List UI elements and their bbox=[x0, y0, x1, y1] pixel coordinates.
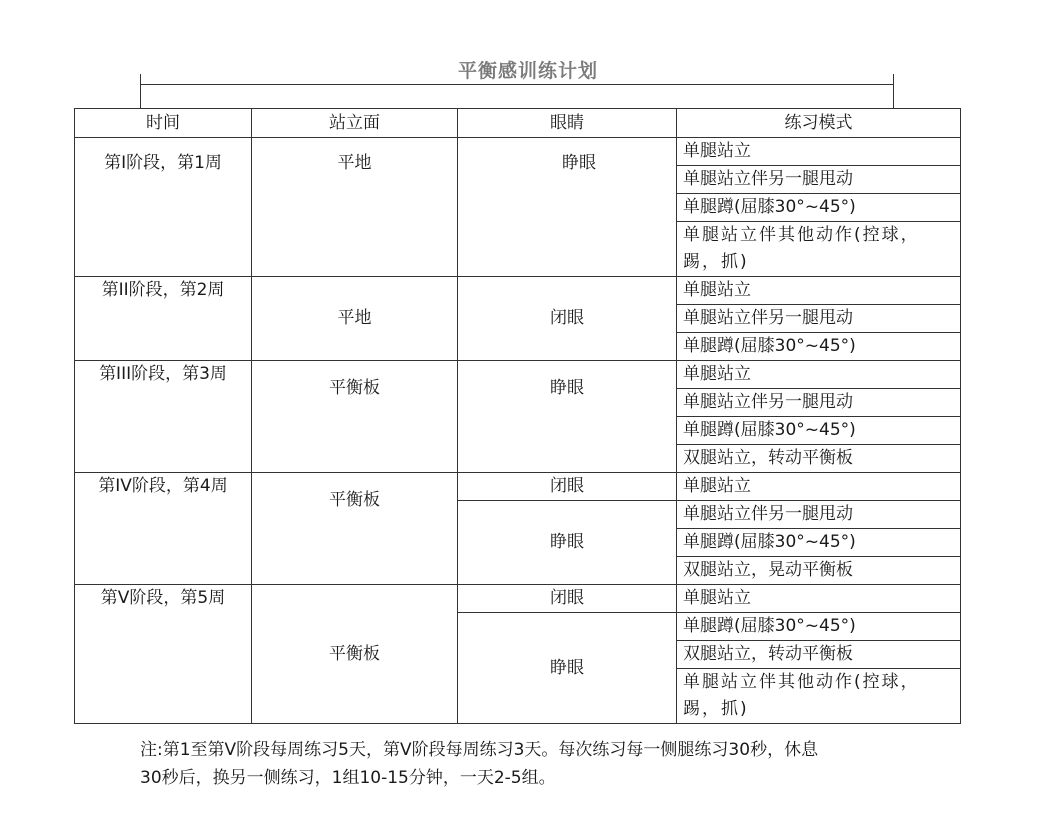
stage-5-mode: 单腿站立伴其他动作(控球，踢，抓) bbox=[677, 669, 961, 724]
stage-4-mode: 单腿蹲(屈膝30°~45°) bbox=[677, 529, 961, 557]
title-bracket-line bbox=[140, 84, 894, 85]
stage-1-surface: 平地 bbox=[252, 138, 458, 277]
stage-1-mode: 单腿蹲(屈膝30°~45°) bbox=[677, 194, 961, 222]
stage-2-mode: 单腿蹲(屈膝30°~45°) bbox=[677, 333, 961, 361]
stage-2-surface: 平地 bbox=[252, 277, 458, 361]
table-row bbox=[75, 277, 961, 305]
stage-2-eyes: 闭眼 bbox=[458, 277, 677, 361]
stage-3-mode: 单腿站立 bbox=[677, 361, 961, 389]
stage-4-mode: 单腿站立 bbox=[677, 473, 961, 501]
stage-3-surface: 平衡板 bbox=[252, 361, 458, 473]
stage-1-mode: 单腿站立 bbox=[677, 138, 961, 166]
training-plan-table bbox=[74, 108, 961, 724]
footnote-line-2: 30秒后，换另一侧练习，1组10-15分钟，一天2-5组。 bbox=[140, 768, 556, 788]
stage-2-mode: 单腿站立伴另一腿甩动 bbox=[677, 305, 961, 333]
stage-3-mode: 双腿站立，转动平衡板 bbox=[677, 445, 961, 473]
header-surface: 站立面 bbox=[252, 109, 458, 138]
stage-2-time: 第II阶段，第2周 bbox=[75, 277, 252, 361]
stage-5-surface: 平衡板 bbox=[252, 585, 458, 724]
table-row bbox=[75, 138, 961, 166]
stage-5-eyes-open: 睁眼 bbox=[458, 613, 677, 724]
stage-3-mode: 单腿站立伴另一腿甩动 bbox=[677, 389, 961, 417]
stage-5-mode: 单腿蹲(屈膝30°~45°) bbox=[677, 613, 961, 641]
stage-3-eyes: 睁眼 bbox=[458, 361, 677, 473]
footnote-line-1: 注:第1至第V阶段每周练习5天，第V阶段每周练习3天。每次练习每一侧腿练习30秒，休息 bbox=[140, 740, 819, 760]
header-mode: 练习模式 bbox=[677, 109, 961, 138]
stage-1-mode: 单腿站立伴另一腿甩动 bbox=[677, 166, 961, 194]
stage-5-mode: 双腿站立，转动平衡板 bbox=[677, 641, 961, 669]
table-row bbox=[75, 361, 961, 389]
stage-4-mode: 单腿站立伴另一腿甩动 bbox=[677, 501, 961, 529]
stage-1-mode: 单腿站立伴其他动作(控球，踢，抓) bbox=[677, 222, 961, 277]
stage-5-mode: 单腿站立 bbox=[677, 585, 961, 613]
page-title: 平衡感训练计划 bbox=[457, 60, 598, 82]
stage-3-mode: 单腿蹲(屈膝30°~45°) bbox=[677, 417, 961, 445]
table-row bbox=[75, 585, 961, 613]
stage-5-time: 第V阶段，第5周 bbox=[75, 585, 252, 724]
stage-4-time: 第IV阶段，第4周 bbox=[75, 473, 252, 585]
stage-2-mode: 单腿站立 bbox=[677, 277, 961, 305]
stage-1-time: 第I阶段，第1周 bbox=[75, 138, 252, 277]
stage-3-time: 第III阶段，第3周 bbox=[75, 361, 252, 473]
header-eyes: 眼睛 bbox=[458, 109, 677, 138]
table-row bbox=[75, 473, 961, 501]
stage-5-eyes-closed: 闭眼 bbox=[458, 585, 677, 613]
title-bracket bbox=[140, 74, 894, 108]
stage-4-surface: 平衡板 bbox=[252, 473, 458, 585]
stage-1-eyes: 睁眼 bbox=[458, 138, 677, 277]
header-time: 时间 bbox=[75, 109, 252, 138]
table-header-row bbox=[75, 109, 961, 138]
stage-4-eyes-closed: 闭眼 bbox=[458, 473, 677, 501]
stage-4-mode: 双腿站立，晃动平衡板 bbox=[677, 557, 961, 585]
stage-4-eyes-open: 睁眼 bbox=[458, 501, 677, 585]
footnote bbox=[140, 736, 940, 792]
